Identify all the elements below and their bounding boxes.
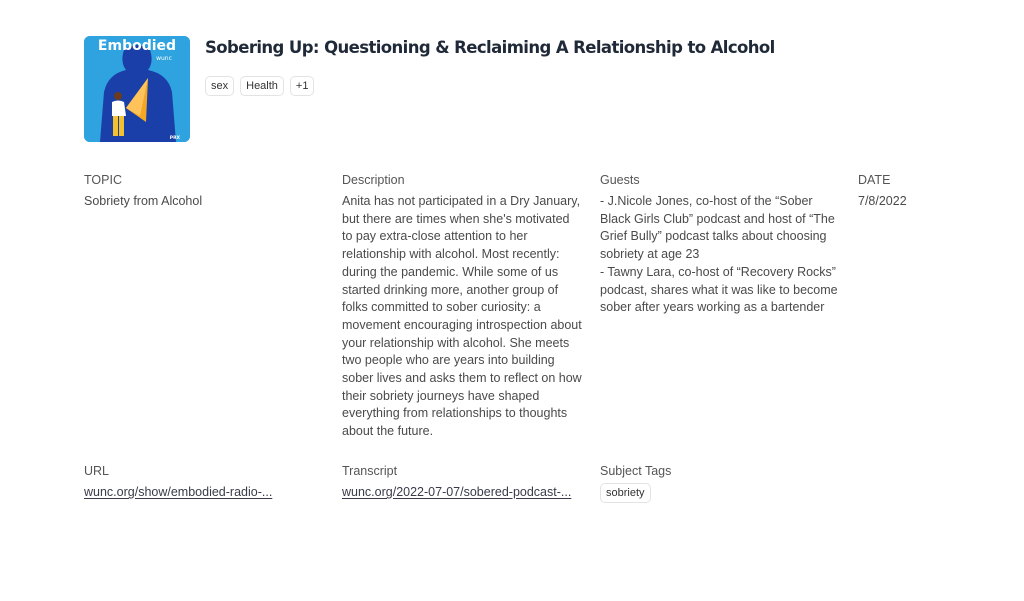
subject-tags-label: Subject Tags: [600, 464, 672, 478]
svg-text:wunc: wunc: [156, 55, 172, 62]
date-field: [858, 172, 978, 211]
transcript-link[interactable]: wunc.org/2022-07-07/sobered-podcast-...: [342, 485, 572, 499]
url-link[interactable]: wunc.org/show/embodied-radio-...: [84, 485, 273, 499]
guest-line: - Tawny Lara, co-host of “Recovery Rocks” podcast, shares what it was like to become sober after years working as a bartender: [600, 264, 838, 315]
transcript-field: [342, 463, 582, 502]
subject-tag-chip[interactable]: sobriety: [600, 483, 651, 503]
episode-tags: [205, 76, 775, 96]
tag-chip[interactable]: Health: [240, 76, 284, 96]
episode-header: [84, 36, 775, 142]
guests-field: [600, 172, 840, 317]
guest-line: - J.Nicole Jones, co-host of the “Sober Black Girls Club” podcast and host of “The Grief Bully” podcast talks about choosing sobriety at age 23: [600, 194, 835, 262]
svg-text:PRX: PRX: [169, 136, 180, 141]
cover-art: [84, 36, 190, 142]
description-label: Description: [342, 173, 405, 187]
svg-text:Embodied: Embodied: [97, 38, 177, 54]
more-tags-chip[interactable]: +1: [290, 76, 315, 96]
date-label: DATE: [858, 173, 891, 187]
episode-title: Sobering Up: Questioning & Reclaiming A Relationship to Alcohol: [205, 38, 775, 57]
guests-label: Guests: [600, 173, 640, 187]
topic-value: Sobriety from Alcohol: [84, 194, 203, 208]
cover-illustration-icon: [84, 36, 190, 142]
url-label: URL: [84, 464, 110, 478]
guests-value: [600, 193, 840, 317]
description-field: [342, 172, 582, 441]
topic-field: [84, 172, 324, 211]
url-field: [84, 463, 324, 502]
date-value: 7/8/2022: [858, 194, 907, 208]
topic-label: TOPIC: [84, 173, 122, 187]
tag-chip[interactable]: sex: [205, 76, 234, 96]
transcript-label: Transcript: [342, 464, 398, 478]
description-value: Anita has not participated in a Dry January, but there are times when she's motivated to pay extra-close attention to her relationship with alcohol. Most recently: during the pandemic. While some of us started drinking more, another group of folks committed to sober curiosity: a movement encouraging introspection about your relationship with alcohol. She meets two people who are years into building sober lives and asks them to reflect on how their sobriety journeys have shaped everything from relationships to thoughts about the future.: [342, 194, 582, 439]
subject-tags-field: [600, 463, 840, 503]
